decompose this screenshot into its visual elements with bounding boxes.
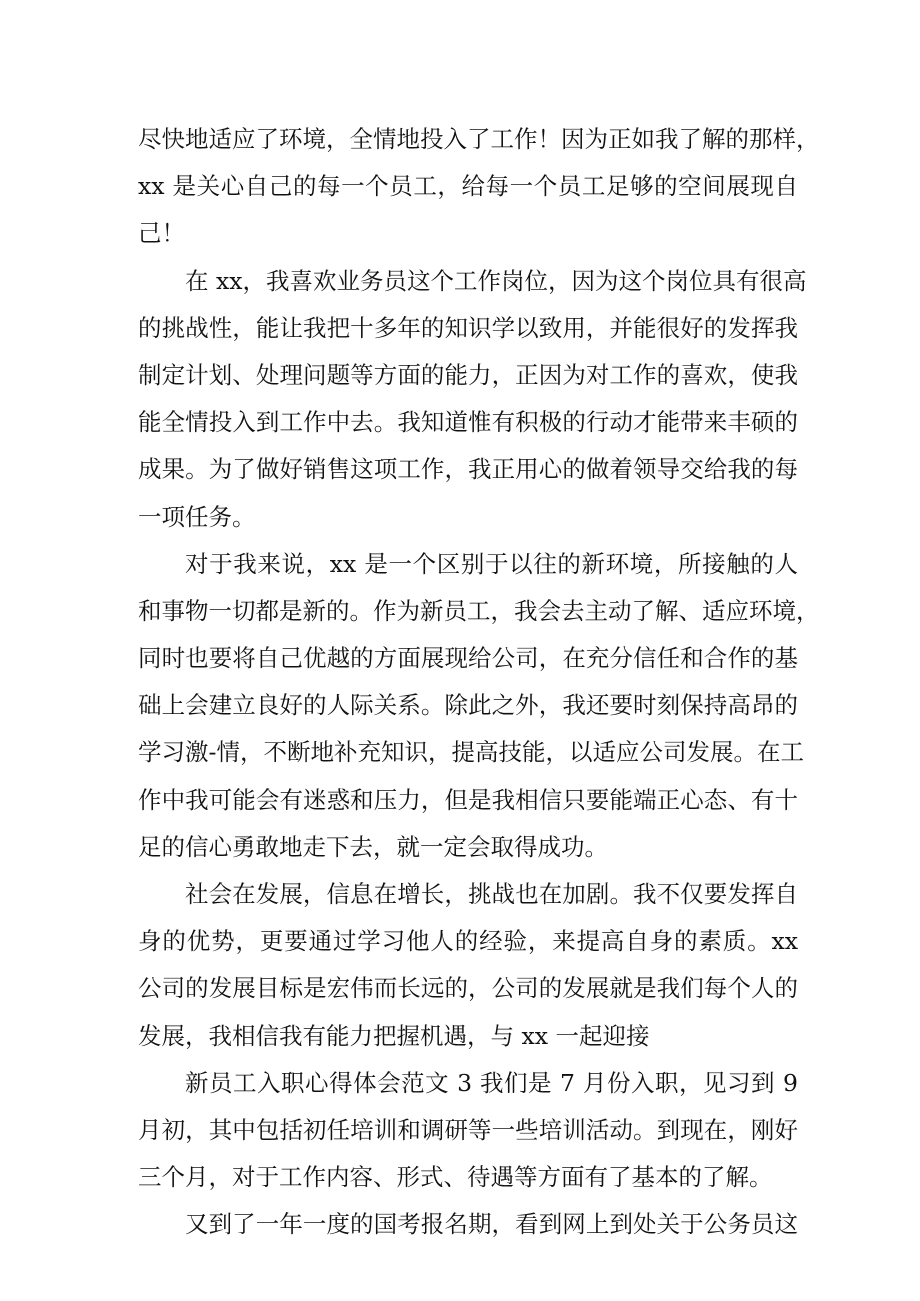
text-line: 身的优势，更要通过学习他人的经验，来提高自身的素质。xx — [138, 927, 798, 956]
text-line: 同时也要将自己优越的方面展现给公司，在充分信任和合作的基 — [138, 644, 798, 673]
text-line: 己！ — [138, 219, 185, 248]
text-line: 制定计划、处理问题等方面的能力，正因为对工作的喜欢，使我 — [138, 360, 798, 389]
text-line: 作中我可能会有迷惑和压力，但是我相信只要能端正心态、有十 — [138, 785, 798, 814]
text-line: 的挑战性，能让我把十多年的知识学以致用，并能很好的发挥我 — [138, 313, 798, 342]
text-line: 三个月，对于工作内容、形式、待遇等方面有了基本的了解。 — [138, 1163, 773, 1192]
text-line: xx 是关心自己的每一个员工，给每一个员工足够的空间展现自 — [138, 172, 798, 201]
text-line: 月初，其中包括初任培训和调研等一些培训活动。到现在，刚好 — [138, 1115, 798, 1144]
text-line: 对于我来说，xx 是一个区别于以往的新环境，所接触的人 — [185, 549, 798, 578]
text-line: 学习激-情，不断地补充知识，提高技能，以适应公司发展。在工 — [138, 738, 804, 767]
text-line: 成果。为了做好销售这项工作，我正用心的做着领导交给我的每 — [138, 455, 798, 484]
text-line: 和事物一切都是新的。作为新员工，我会去主动了解、适应环境， — [138, 596, 820, 625]
text-line: 社会在发展，信息在增长，挑战也在加剧。我不仅要发挥自 — [185, 880, 798, 908]
document-page — [138, 116, 820, 1249]
text-line: 础上会建立良好的人际关系。除此之外，我还要时刻保持高昂的 — [138, 691, 798, 720]
text-line: 尽快地适应了环境，全情地投入了工作！因为正如我了解的那样， — [138, 125, 820, 153]
text-line: 在 xx，我喜欢业务员这个工作岗位，因为这个岗位具有很高 — [185, 266, 807, 295]
text-line: 一项任务。 — [138, 502, 256, 531]
text-line: 又到了一年一度的国考报名期，看到网上到处关于公务员这 — [185, 1210, 798, 1239]
text-line: 能全情投入到工作中去。我知道惟有积极的行动才能带来丰硕的 — [138, 408, 798, 437]
text-line: 公司的发展目标是宏伟而长远的，公司的发展就是我们每个人的 — [138, 974, 798, 1003]
text-line: 新员工入职心得体会范文 3 我们是 7 月份入职，见习到 9 — [185, 1068, 798, 1097]
text-line: 足的信心勇敢地走下去，就一定会取得成功。 — [138, 832, 608, 861]
text-line: 发展，我相信我有能力把握机遇，与 xx 一起迎接 — [138, 1021, 650, 1050]
